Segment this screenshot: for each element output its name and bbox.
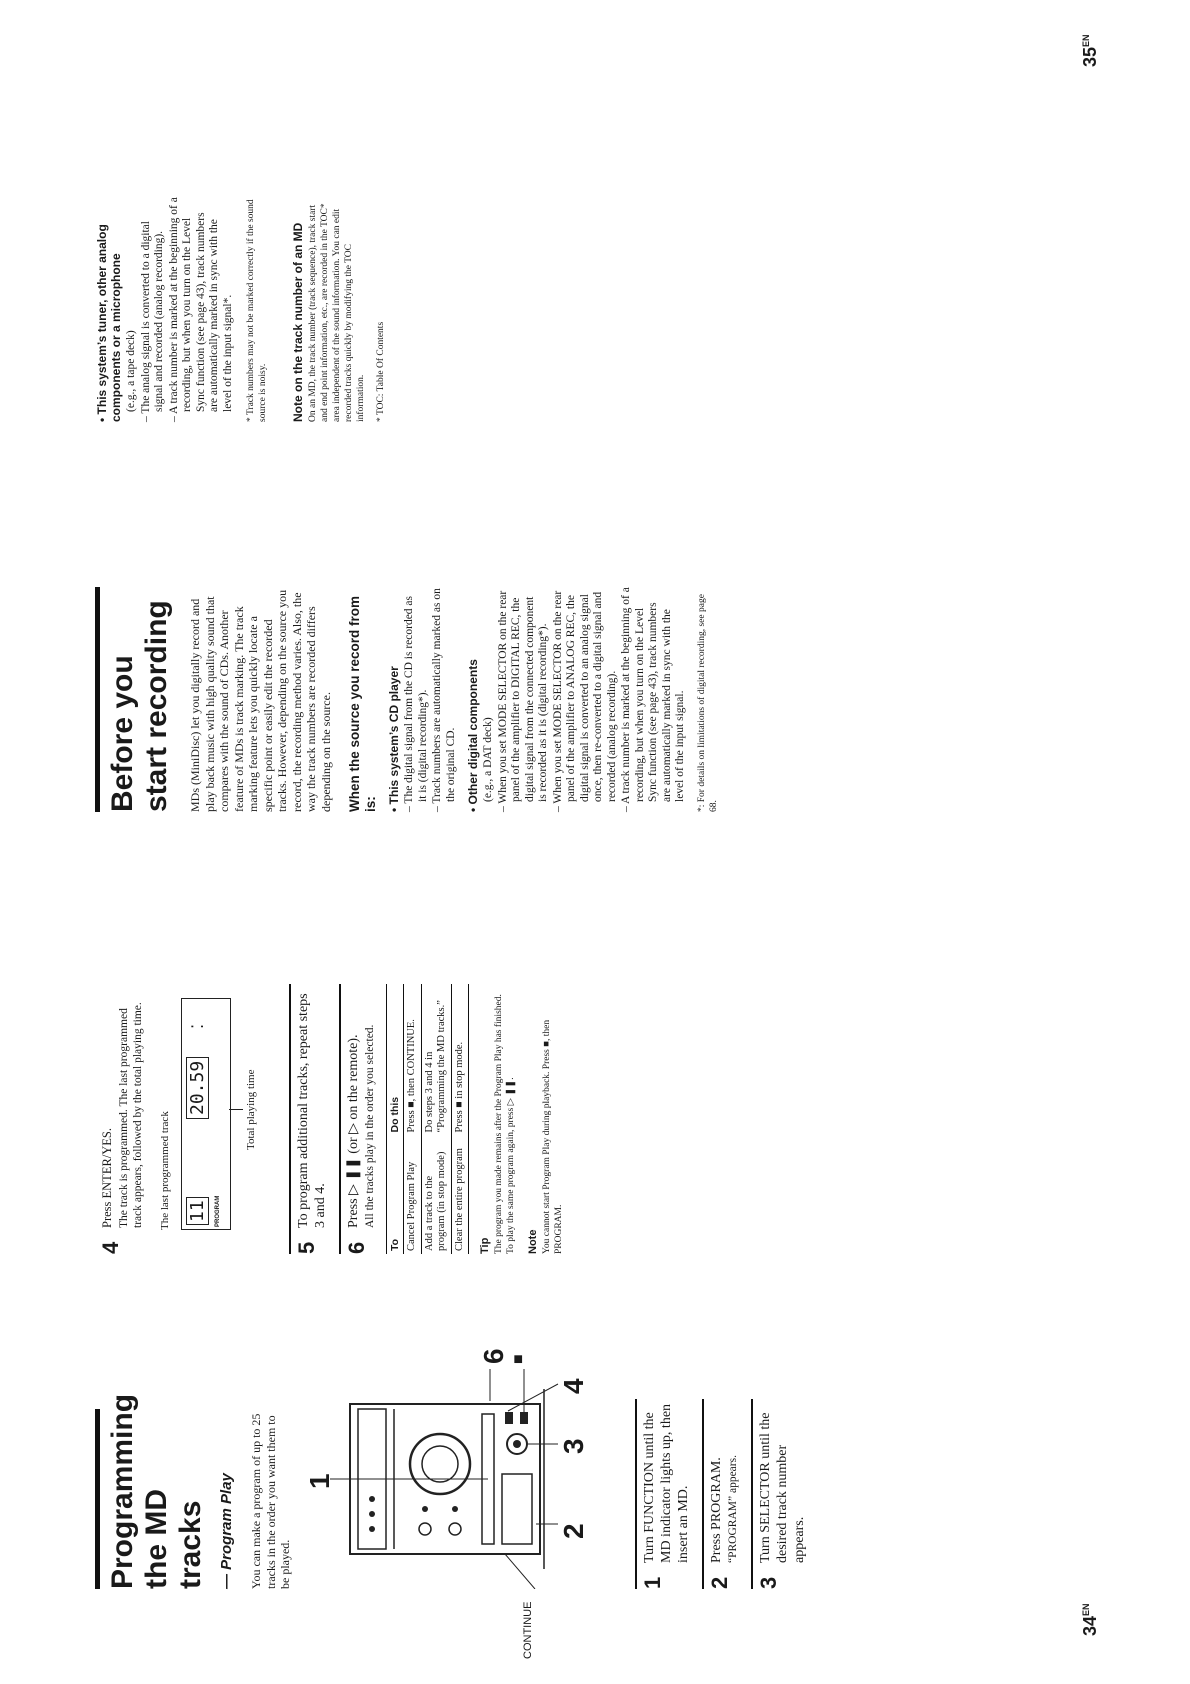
fig-label-1: 1 — [304, 1473, 335, 1489]
display-figure — [159, 984, 279, 1230]
step-6-number: 6 — [344, 1241, 369, 1254]
tip-text: The program you made remains after the Program Play has finished. To play the same program again, press ▷ ❚❚. — [494, 994, 516, 1254]
right-column-1 — [95, 587, 720, 812]
fig-label-6: 6 — [478, 1348, 509, 1364]
analog-item: – A track number is marked at the beginning of a recording, but when you turn on the Level Sync function (see page 43), track numbers are automatically marked in sync with the level of the input signal*. — [167, 197, 234, 422]
cd-item: – Track numbers are automatically marked as on the original CD. — [431, 588, 457, 812]
table-cell: Press ■ in stop mode. — [451, 984, 469, 1135]
display-program-indicator: PROGRAM — [215, 1195, 221, 1227]
display-caption-top: The last programmed track — [159, 1111, 171, 1230]
page-number-value: 34 — [1080, 1615, 1100, 1636]
table-cell: Do steps 3 and 4 in “Programming the MD tracks.” — [421, 984, 451, 1135]
page-title-recording: Before you start recording — [106, 600, 173, 812]
step-6-text: Press ▷ ❚❚ (or ▷ on the remote). — [346, 1034, 361, 1228]
table-header-to: To — [386, 1135, 404, 1254]
page-subtitle: — Program Play — [218, 1473, 235, 1589]
fig-label-2: 2 — [558, 1523, 589, 1539]
step-5 — [289, 984, 329, 1254]
table-header-do-this: Do this — [386, 984, 404, 1135]
step-2-subtext: “PROGRAM” appears. — [727, 1455, 739, 1563]
steps-1-3 — [625, 1399, 808, 1589]
mini-system-drawing — [310, 1359, 560, 1589]
page-number-35 — [1080, 34, 1101, 67]
step-2 — [702, 1399, 741, 1589]
step-2-text: Press PROGRAM. — [709, 1457, 724, 1563]
analog-footnote: * Track numbers may not be marked correctly if the sound source is noisy. — [246, 199, 268, 422]
display-total-time: 20.59 — [186, 1057, 209, 1119]
analog-example: (e.g., a tape deck) — [125, 330, 137, 412]
step-1 — [635, 1399, 692, 1589]
fig-label-stop: ■ — [510, 1354, 527, 1364]
table-row — [451, 984, 469, 1254]
fig-label-continue: CONTINUE — [522, 1601, 534, 1659]
digital-example: (e.g., a DAT deck) — [482, 717, 494, 802]
digital-components-heading: • Other digital components — [466, 659, 480, 812]
recording-intro: MDs (MiniDisc) let you digitally record and play back music with high quality sound that compares with the sound of CDs. Another feature of MDs is track marking. The track marking feature lets you quickly locate a specific point or easily edit the recorded tracks. However, depending on the source you record, the recording method varies. Also, the way the track numbers are recorded differs depending on the source. — [188, 589, 333, 812]
step-2-number: 2 — [707, 1576, 732, 1589]
digital-footnote: *: For details on limitations of digital recording, see page 68. — [696, 594, 719, 812]
step-4-subtext: The track is programmed. The last programmed track appears, followed by the total playing time. — [118, 1002, 144, 1228]
page-title: Programming the MD tracks — [106, 1393, 207, 1589]
display-colon-icon: ⁚ — [190, 1023, 207, 1029]
fig-label-4: 4 — [558, 1378, 589, 1394]
page-number-suffix: EN — [1081, 34, 1091, 47]
step-3 — [751, 1399, 808, 1589]
step-6 — [339, 984, 378, 1254]
right-column-2 — [95, 197, 387, 422]
left-column-2 — [95, 984, 565, 1254]
toc-footnote: * TOC: Table Of Contents — [376, 321, 386, 422]
fig-label-3: 3 — [558, 1438, 589, 1454]
cd-item: – The digital signal from the CD is recorded as it is (digital recording*). — [403, 595, 429, 812]
analog-components-heading: • This system’s tuner, other analog components or a microphone — [95, 224, 123, 422]
step-3-number: 3 — [755, 1576, 781, 1589]
page-number-suffix: EN — [1081, 1603, 1091, 1616]
md-track-note-heading: Note on the track number of an MD — [291, 222, 305, 422]
page-number-value: 35 — [1080, 46, 1100, 67]
page-34 — [0, 842, 1190, 1684]
title-rule — [95, 1393, 208, 1589]
page-number-34 — [1080, 1603, 1101, 1636]
step-4-number: 4 — [98, 1241, 123, 1254]
table-cell: Add a track to the program (in stop mode) — [421, 1135, 451, 1254]
step-1-number: 1 — [640, 1576, 665, 1589]
note-text: You cannot start Program Play during playback. Press ■, then PROGRAM. — [542, 1019, 564, 1254]
table-cell: Clear the entire program — [451, 1135, 469, 1254]
step-1-text: Turn FUNCTION until the MD indicator lights up, then insert an MD. — [642, 1403, 691, 1563]
source-heading: When the source you record from is: — [347, 595, 378, 812]
note-heading: Note — [527, 1229, 539, 1254]
table-row — [404, 984, 422, 1254]
step-5-text: To program additional tracks, repeat steps 3 and 4. — [296, 993, 328, 1228]
step-5-number: 5 — [294, 1241, 319, 1254]
cd-player-heading: • This system’s CD player — [387, 666, 401, 812]
step-4 — [95, 984, 145, 1254]
table-cell: Cancel Program Play — [404, 1135, 422, 1254]
table-cell: Press ■, then CONTINUE. — [404, 984, 422, 1135]
lcd-display — [181, 998, 231, 1230]
title-rule — [95, 587, 174, 812]
display-track-number: 11 — [186, 1197, 209, 1225]
analog-item: – The analog signal is converted to a digital signal and recorded (analog recording). — [139, 221, 165, 422]
md-track-note-text: On an MD, the track number (track sequence), track start and end point information, etc., are recorded in the TOC* area independent of the sound information. You can edit recorded tracks quickly by modifying the TOC information. — [308, 203, 366, 422]
intro-text: You can make a program of up to 25 tracks in the order you want them to be played. — [249, 1413, 292, 1589]
device-illustration — [304, 1348, 589, 1659]
step-6-subtext: All the tracks play in the order you selected. — [364, 1024, 376, 1228]
display-caption-bottom: Total playing time — [245, 1069, 257, 1150]
digital-item: – When you set MODE SELECTOR on the rear panel of the amplifier to DIGITAL REC, the digital signal from the connected component is recorded as it is (digital recording*). — [496, 590, 549, 812]
digital-item: – A track number is marked at the beginning of a recording, but when you turn on the Level Sync function (see page 43), track numbers are automatically marked in sync with the level of the input signal. — [620, 587, 686, 812]
table-header-row — [386, 984, 404, 1254]
step-3-text: Turn SELECTOR until the desired track number appears. — [757, 1412, 807, 1563]
program-control-table — [386, 984, 470, 1254]
step-4-text: Press ENTER/YES. — [100, 1128, 114, 1228]
digital-item: – When you set MODE SELECTOR on the rear panel of the amplifier to ANALOG REC, the digital signal is converted to an analog signal once, then re-converted to a digital signal and recorded (analog recording). — [551, 590, 618, 812]
tip-heading: Tip — [479, 1237, 491, 1254]
table-row — [421, 984, 451, 1254]
left-column-1 — [95, 1348, 807, 1659]
caption-pointer — [229, 1109, 243, 1110]
